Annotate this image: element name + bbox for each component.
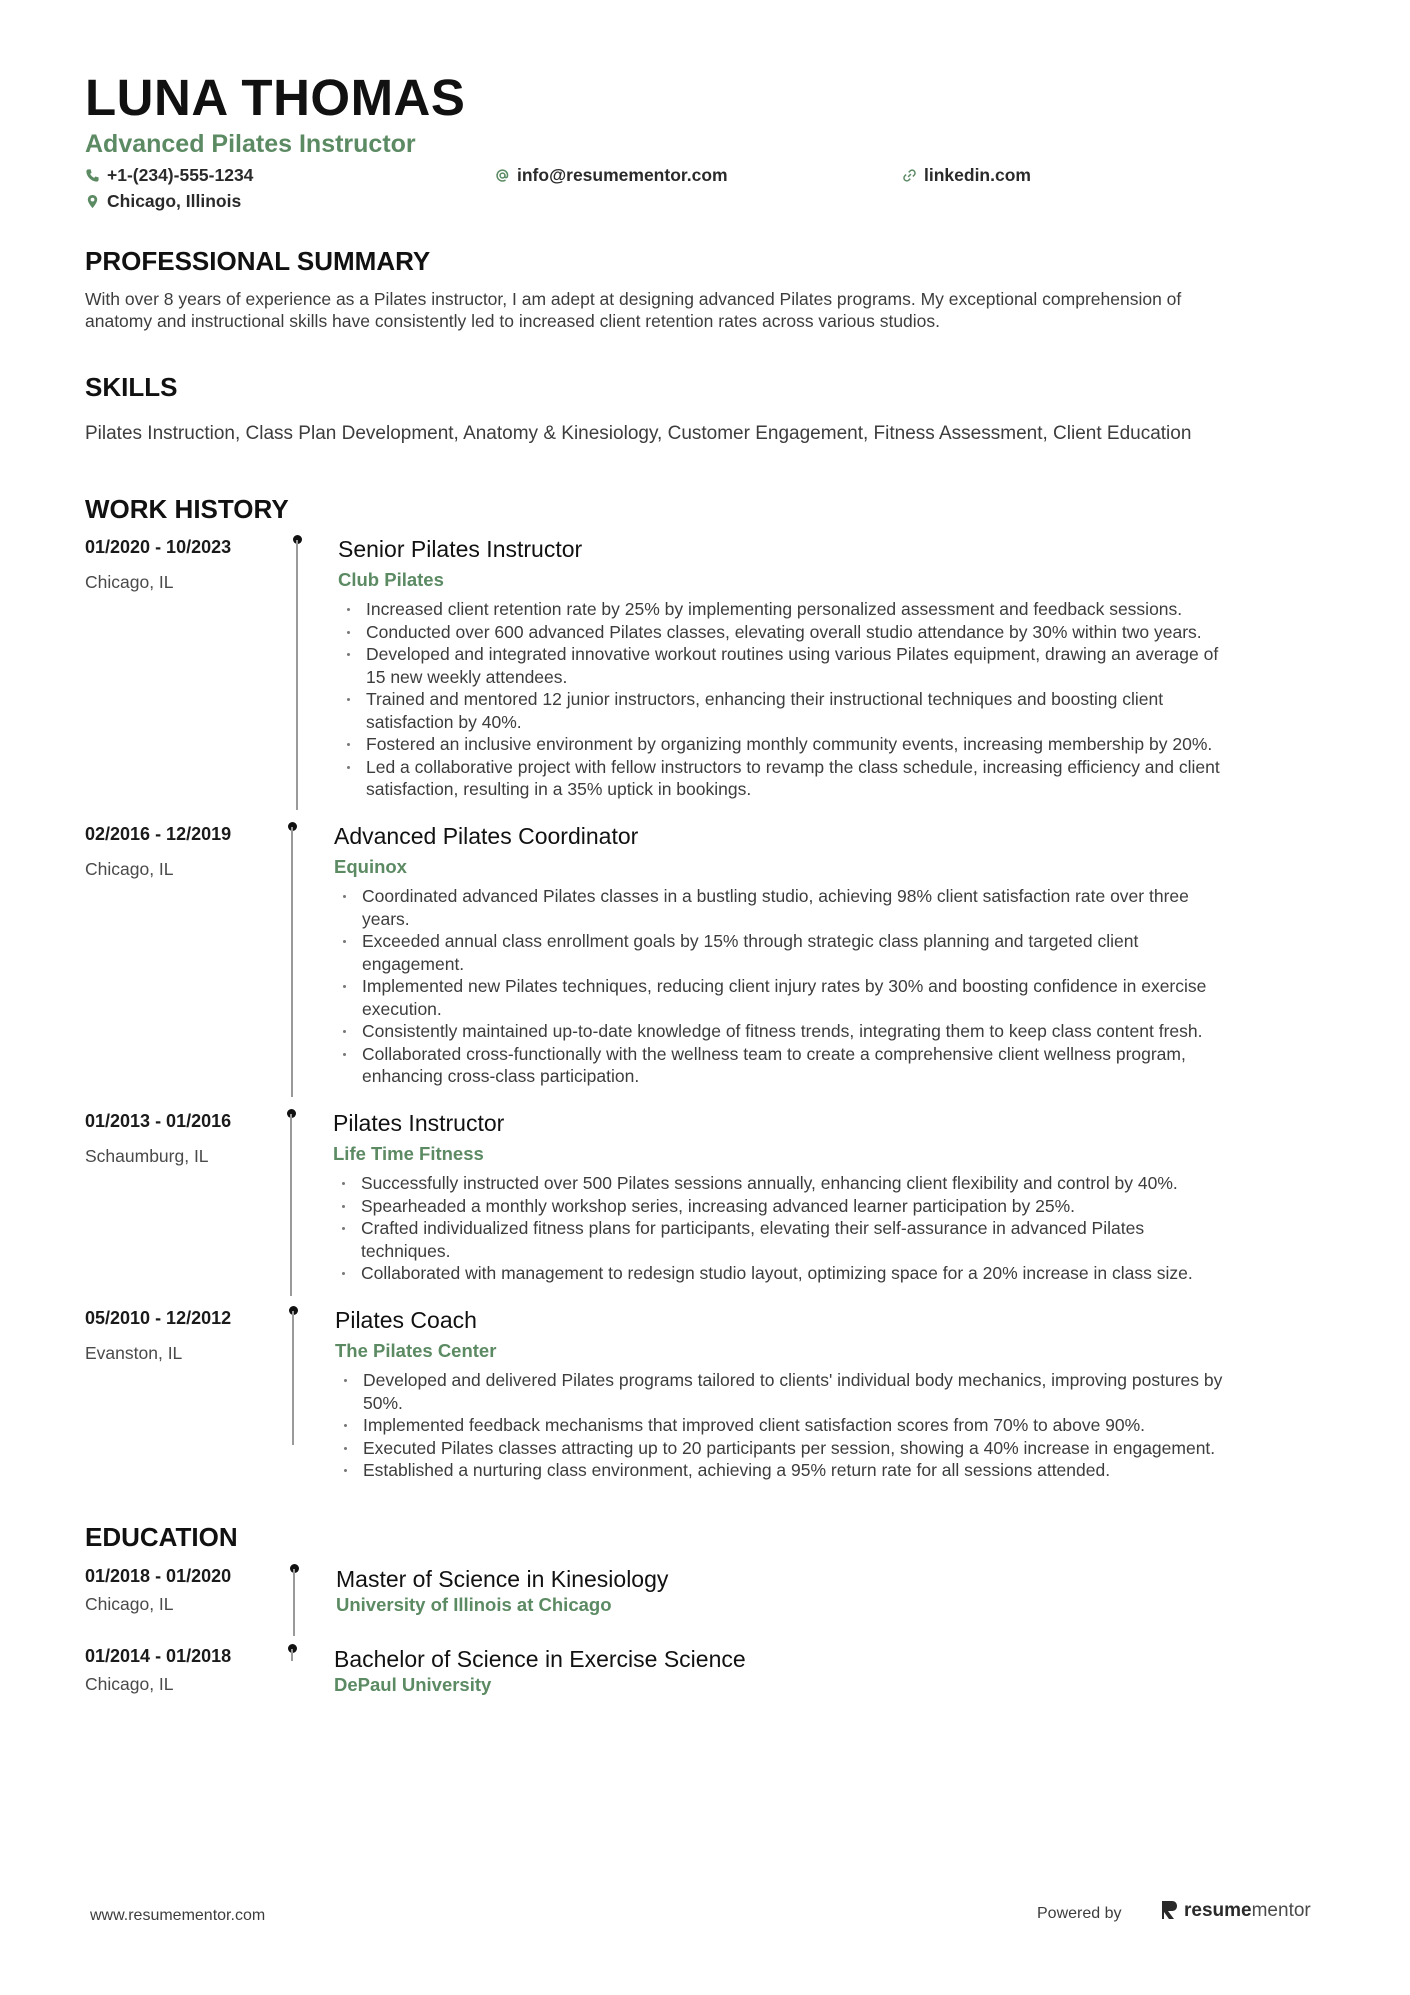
summary-line-1: With over 8 years of experience as a Pilates instructor, I am adept at designing advanced Pilates programs. My exceptional comprehension of xyxy=(85,289,1182,309)
list-item: Developed and integrated innovative workout routines using various Pilates equipment, drawing an average of 15 new weekly attendees. xyxy=(344,643,1324,688)
job-dates: 01/2013 - 01/2016 xyxy=(85,1111,232,1131)
list-item: Implemented feedback mechanisms that improved client satisfaction scores from 70% to above 90%. xyxy=(341,1414,1321,1437)
education-dates: 01/2014 - 01/2018 xyxy=(85,1646,232,1666)
timeline-line xyxy=(293,1569,295,1636)
list-item: Spearheaded a monthly workshop series, increasing advanced learner participation by 25%. xyxy=(339,1195,1319,1218)
list-item: Conducted over 600 advanced Pilates classes, elevating overall studio attendance by 30% within two years. xyxy=(344,621,1324,644)
phone-text: +1-(234)-555-1234 xyxy=(107,165,254,185)
skills-heading: SKILLS xyxy=(85,372,178,402)
list-item: Led a collaborative project with fellow instructors to revamp the class schedule, increasing efficiency and client satisfaction, resulting in a 35% uptick in bookings. xyxy=(344,756,1324,801)
phone-icon xyxy=(85,168,100,183)
job-bullets xyxy=(339,1172,1319,1285)
timeline-line xyxy=(290,1114,292,1296)
brand-logo[interactable] xyxy=(1160,1900,1311,1920)
job-title: Pilates Coach xyxy=(335,1307,477,1333)
email-text: info@resumementor.com xyxy=(517,165,728,185)
company-name: Equinox xyxy=(334,856,407,877)
list-item: Collaborated cross-functionally with the wellness team to create a comprehensive client wellness program, enhancing cross-class participation. xyxy=(340,1043,1320,1088)
list-item: Exceeded annual class enrollment goals by 15% through strategic class planning and targeted client engagement. xyxy=(340,930,1320,975)
education-location: Chicago, IL xyxy=(85,1594,174,1614)
link-icon xyxy=(902,168,917,183)
job-bullets xyxy=(340,885,1320,1088)
list-item: Successfully instructed over 500 Pilates sessions annually, enhancing client flexibility and control by 40%. xyxy=(339,1172,1319,1195)
list-item: Established a nurturing class environment, achieving a 95% return rate for all sessions attended. xyxy=(341,1459,1321,1482)
work-history-heading: WORK HISTORY xyxy=(85,494,289,524)
job-location: Chicago, IL xyxy=(85,572,174,592)
list-item: Executed Pilates classes attracting up to 20 participants per session, showing a 40% increase in engagement. xyxy=(341,1437,1321,1460)
skills-text: Pilates Instruction, Class Plan Development, Anatomy & Kinesiology, Customer Engagement, Fitness Assessment, Client Education xyxy=(85,423,1192,444)
job-dates: 05/2010 - 12/2012 xyxy=(85,1308,232,1328)
contact-email[interactable] xyxy=(495,167,728,185)
degree-title: Bachelor of Science in Exercise Science xyxy=(334,1646,746,1672)
school-name: University of Illinois at Chicago xyxy=(336,1594,612,1615)
list-item: Coordinated advanced Pilates classes in a bustling studio, achieving 98% client satisfaction rate over three years. xyxy=(340,885,1320,930)
list-item: Developed and delivered Pilates programs tailored to clients' individual body mechanics, improving postures by 50%. xyxy=(341,1369,1321,1414)
summary-heading: PROFESSIONAL SUMMARY xyxy=(85,246,431,276)
list-item: Increased client retention rate by 25% by implementing personalized assessment and feedback sessions. xyxy=(344,598,1324,621)
job-location: Evanston, IL xyxy=(85,1343,183,1363)
powered-by-text: Powered by xyxy=(1037,1905,1122,1922)
at-icon xyxy=(495,168,510,183)
list-item: Collaborated with management to redesign studio layout, optimizing space for a 20% increase in class size. xyxy=(339,1262,1319,1285)
job-dates: 02/2016 - 12/2019 xyxy=(85,824,232,844)
job-dates: 01/2020 - 10/2023 xyxy=(85,537,232,557)
contact-linkedin[interactable] xyxy=(902,167,1031,185)
job-title: Advanced Pilates Coordinator xyxy=(334,823,639,849)
footer-url[interactable]: www.resumementor.com xyxy=(90,1907,266,1924)
contact-location xyxy=(85,193,241,211)
job-title: Pilates Instructor xyxy=(333,1110,505,1136)
company-name: The Pilates Center xyxy=(335,1340,497,1361)
company-name: Life Time Fitness xyxy=(333,1143,484,1164)
degree-title: Master of Science in Kinesiology xyxy=(336,1566,669,1592)
job-bullets xyxy=(341,1369,1321,1482)
list-item: Implemented new Pilates techniques, reducing client injury rates by 30% and boosting confidence in exercise execution. xyxy=(340,975,1320,1020)
contact-phone xyxy=(85,167,253,185)
list-item: Crafted individualized fitness plans for participants, elevating their self-assurance in advanced Pilates techniques. xyxy=(339,1217,1319,1262)
job-location: Chicago, IL xyxy=(85,859,174,879)
job-title: Senior Pilates Instructor xyxy=(338,536,583,562)
job-bullets xyxy=(344,598,1324,801)
list-item: Trained and mentored 12 junior instructors, enhancing their instructional techniques and boosting client satisfaction by 40%. xyxy=(344,688,1324,733)
education-dates: 01/2018 - 01/2020 xyxy=(85,1566,232,1586)
candidate-name: LUNA THOMAS xyxy=(85,69,466,126)
timeline-line xyxy=(291,1649,293,1661)
school-name: DePaul University xyxy=(334,1674,492,1695)
brand-name-light: mentor xyxy=(1251,1899,1311,1921)
timeline-line xyxy=(291,827,293,1097)
company-name: Club Pilates xyxy=(338,569,444,590)
education-heading: EDUCATION xyxy=(85,1522,238,1552)
list-item: Consistently maintained up-to-date knowledge of fitness trends, integrating them to keep class content fresh. xyxy=(340,1020,1320,1043)
location-pin-icon xyxy=(85,194,100,209)
education-location: Chicago, IL xyxy=(85,1674,174,1694)
timeline-line xyxy=(292,1311,294,1445)
list-item: Fostered an inclusive environment by organizing monthly community events, increasing membership by 20%. xyxy=(344,733,1324,756)
candidate-title: Advanced Pilates Instructor xyxy=(85,130,416,158)
timeline-line xyxy=(296,540,298,810)
brand-name-bold: resume xyxy=(1184,1899,1252,1921)
linkedin-text: linkedin.com xyxy=(924,165,1031,185)
job-location: Schaumburg, IL xyxy=(85,1146,209,1166)
resumementor-logo-icon xyxy=(1160,1900,1178,1920)
location-text: Chicago, Illinois xyxy=(107,191,242,211)
summary-line-2: anatomy and instructional skills have consistently led to increased client retention rates across various studios. xyxy=(85,311,941,331)
